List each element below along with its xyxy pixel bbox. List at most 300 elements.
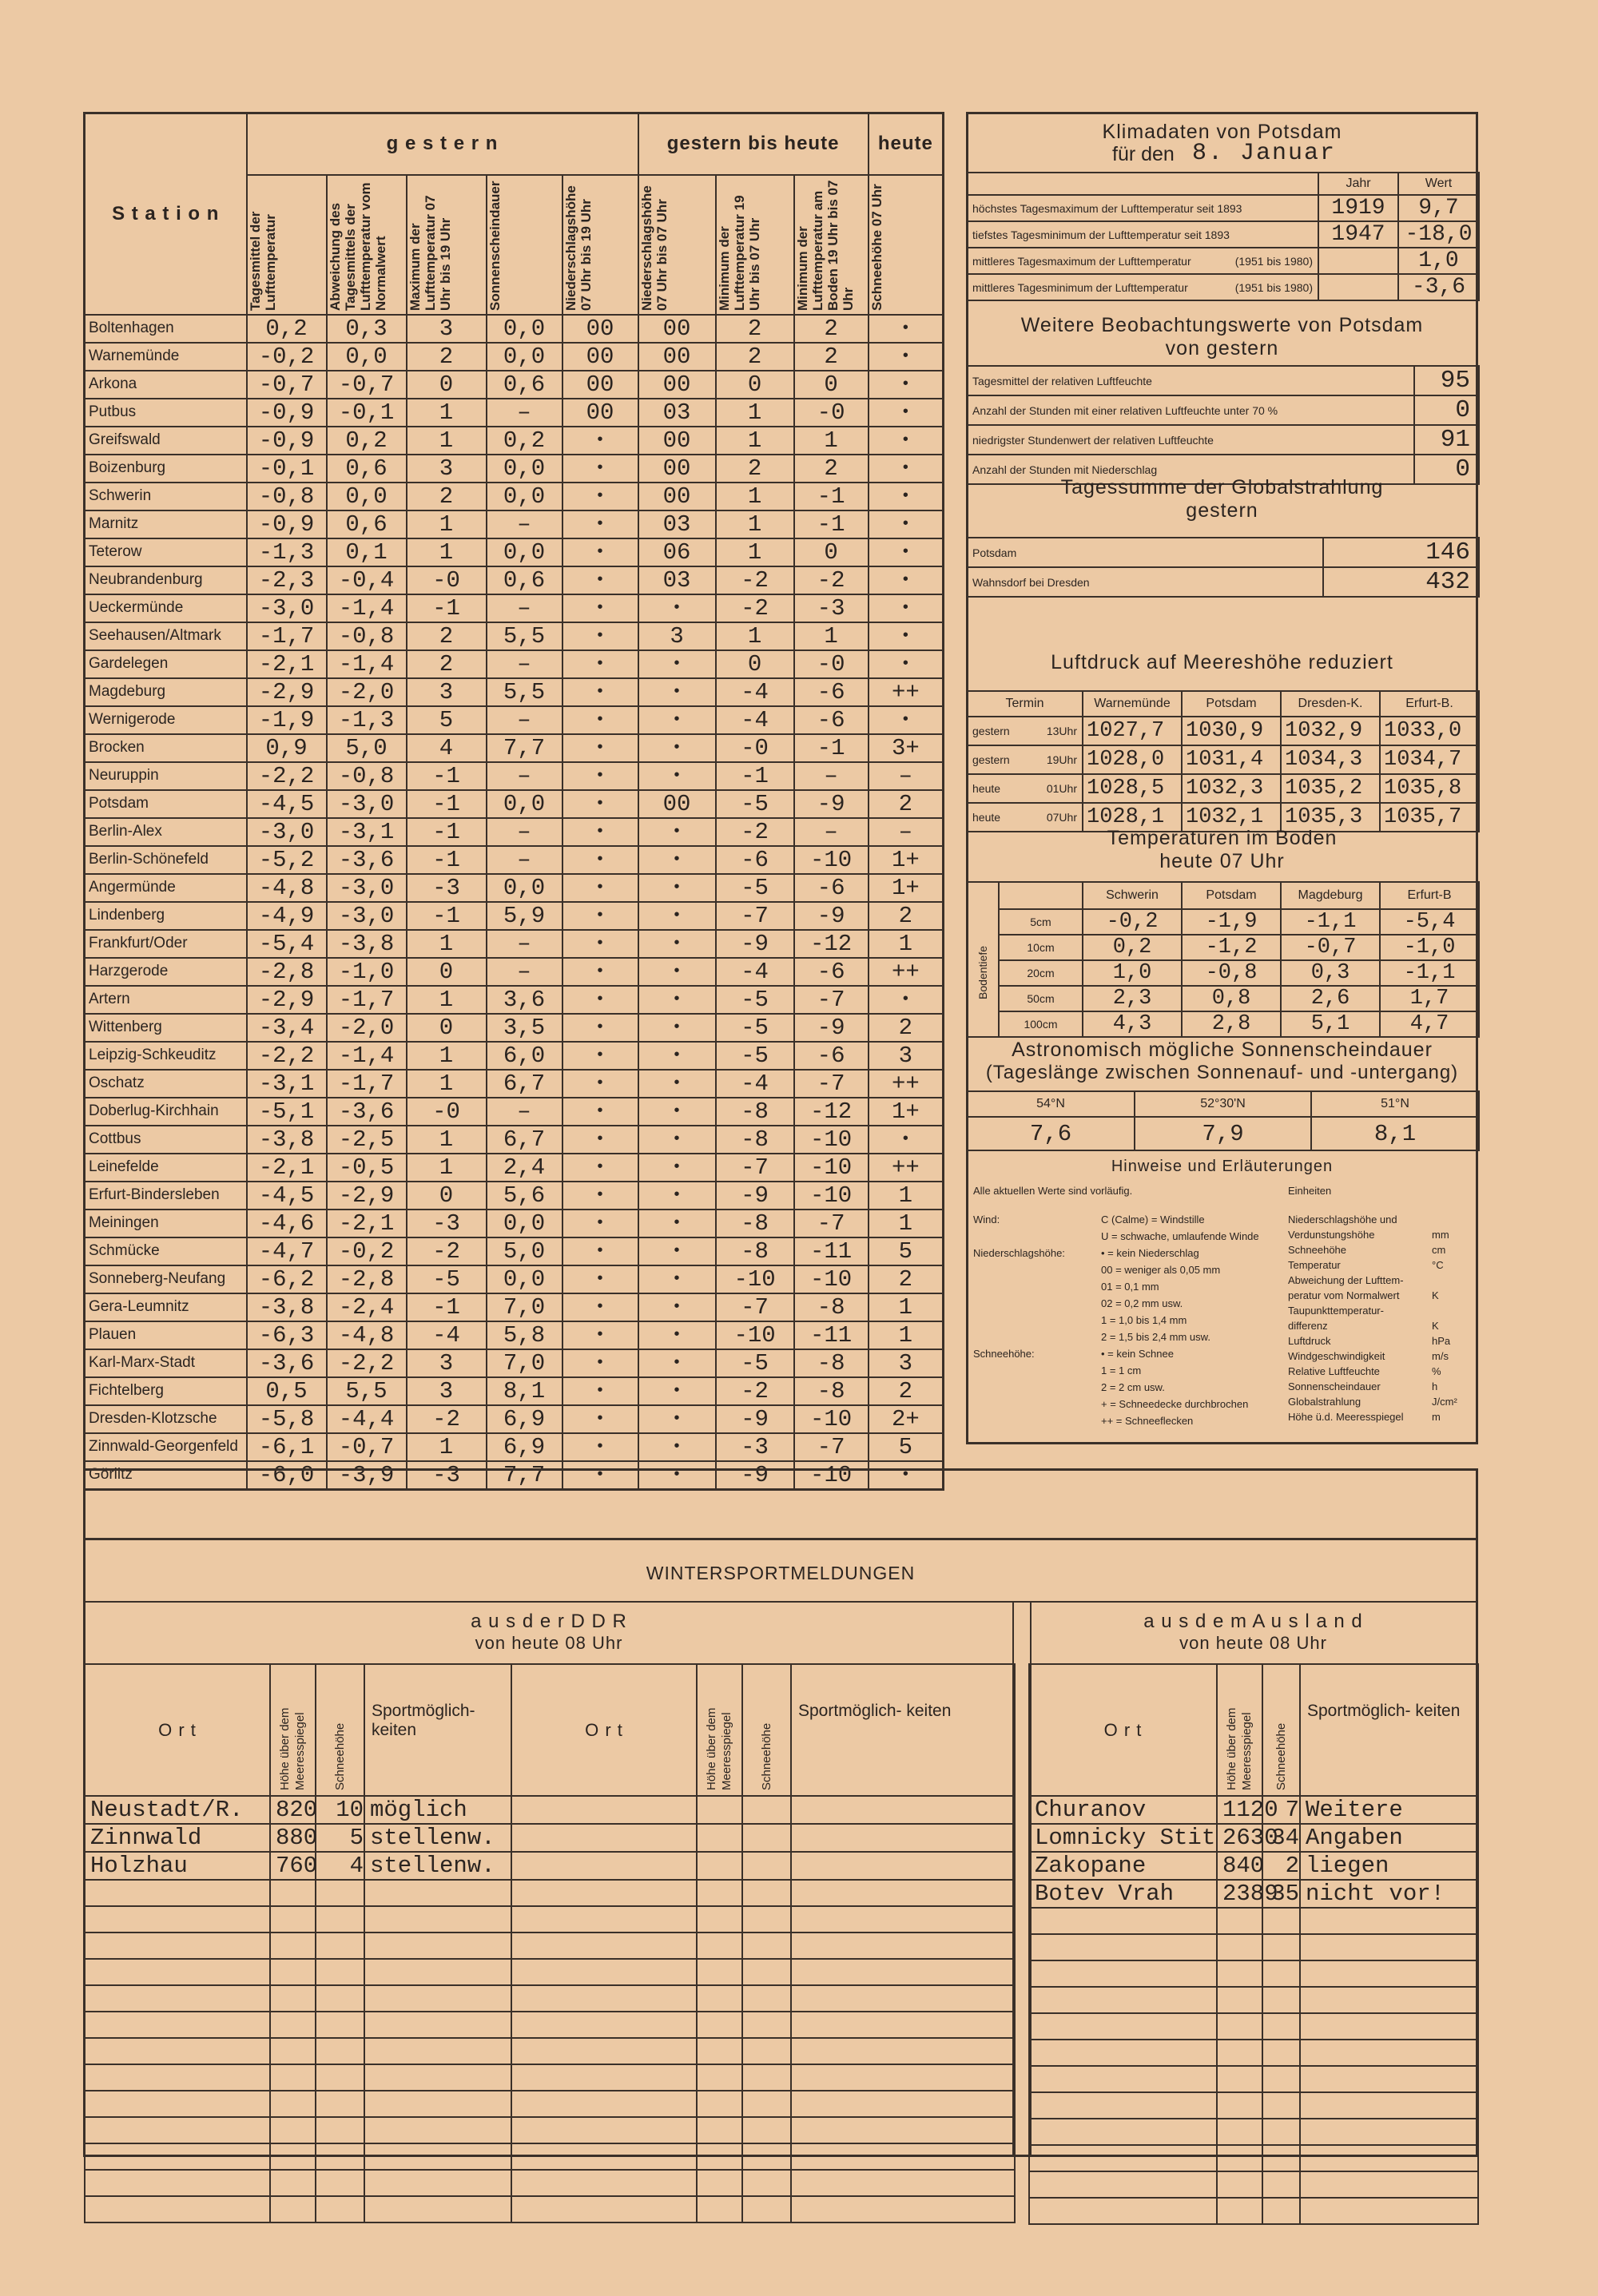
beob-title: Weitere Beobachtungswerte von Potsdam <box>1020 314 1424 336</box>
table-row <box>85 734 944 762</box>
station-value: • <box>869 1126 944 1154</box>
hinweise-unit: % <box>1432 1365 1441 1377</box>
hinweise-unit: J/cm² <box>1432 1396 1457 1408</box>
separator-box <box>83 1468 1478 1540</box>
station-value: -0 <box>407 566 487 594</box>
boden-col-header: Magdeburg <box>1281 882 1380 909</box>
station-value: • <box>638 1042 716 1070</box>
station-value: -1 <box>407 846 487 874</box>
ddr-col-hoehe: Höhe über dem Meeresspiegel <box>704 1707 733 1790</box>
luftdruck-value: 1028,1 <box>1083 803 1182 832</box>
hinweise-units-list <box>1288 1214 1472 1426</box>
station-value: • <box>869 566 944 594</box>
boden-value: 1,7 <box>1380 986 1479 1011</box>
ddr-title: a u s d e r D D R <box>471 1611 627 1632</box>
station-value: • <box>869 650 944 678</box>
station-value: -2,1 <box>247 1154 327 1182</box>
station-name: Zinnwald-Georgenfeld <box>85 1433 247 1461</box>
hinweise-section <box>968 1145 1476 1442</box>
station-value: 1 <box>407 1126 487 1154</box>
station-value: • <box>869 594 944 622</box>
station-name: Seehausen/Altmark <box>85 622 247 650</box>
station-value: 0,0 <box>487 315 562 343</box>
station-value: -4,6 <box>247 1210 327 1237</box>
station-value: 0 <box>794 538 869 566</box>
station-value: • <box>562 1321 638 1349</box>
luftdruck-title: Luftdruck auf Meereshöhe reduziert <box>1051 651 1393 673</box>
station-value: 1 <box>407 930 487 958</box>
hinweise-unit-line <box>1288 1411 1472 1426</box>
ausland-schnee: 35 <box>1262 1880 1300 1908</box>
station-value: -1 <box>407 818 487 846</box>
station-name: Dresden-Klotzsche <box>85 1405 247 1433</box>
klima-label: tiefstes Tagesminimum der Lufttemperatur seit 1893 <box>972 228 1230 241</box>
boden-value: 4,7 <box>1380 1011 1479 1037</box>
station-value: 00 <box>562 399 638 427</box>
station-value: – <box>487 594 562 622</box>
station-name: Erfurt-Bindersleben <box>85 1182 247 1210</box>
boden-title: Temperaturen im Boden <box>1107 827 1338 849</box>
klima-label: mittleres Tagesmaximum der Lufttemperatur <box>972 254 1191 268</box>
boden-value: -1,1 <box>1380 960 1479 986</box>
station-value: 3 <box>407 315 487 343</box>
table-row <box>85 1293 944 1321</box>
station-value: -4,8 <box>327 1321 407 1349</box>
hinweise-unit-label: Luftdruck <box>1288 1335 1331 1347</box>
station-value: 4 <box>407 734 487 762</box>
station-value: 0,0 <box>327 343 407 371</box>
station-value: -1 <box>794 734 869 762</box>
boden-depth: 100cm <box>999 1011 1083 1037</box>
hinweise-unit-line <box>1288 1259 1472 1274</box>
luftdruck-value: 1035,3 <box>1281 803 1380 832</box>
klima-col-jahr: Jahr <box>1318 173 1398 195</box>
ddr-row <box>85 1796 1015 1824</box>
station-value: -3,6 <box>247 1349 327 1377</box>
global-row <box>967 538 1479 567</box>
ausland-row <box>1029 2013 1478 2040</box>
station-value: • <box>562 986 638 1014</box>
table-row <box>85 1154 944 1182</box>
station-value: -3,8 <box>247 1126 327 1154</box>
station-value: • <box>562 1014 638 1042</box>
gestern-bis-heute-header: gestern bis heute <box>638 113 869 175</box>
ausland-row <box>1029 1880 1478 1908</box>
hinweise-unit-label: Sonnenscheindauer <box>1288 1380 1381 1392</box>
station-name: Boizenburg <box>85 455 247 483</box>
global-wert: 432 <box>1323 567 1479 597</box>
beob-row <box>967 425 1479 455</box>
col-header: Schneehöhe 07 Uhr <box>869 183 884 311</box>
luftdruck-value: 1027,7 <box>1083 717 1182 745</box>
hinweise-intro: Alle aktuellen Werte sind vorläufig. <box>973 1185 1133 1197</box>
table-row <box>85 1237 944 1265</box>
table-row <box>85 1433 944 1461</box>
klima-date-prefix: für den <box>1112 143 1175 165</box>
station-value: 2 <box>716 343 794 371</box>
beob-label: Tagesmittel der relativen Luftfeuchte <box>967 366 1414 395</box>
table-row <box>85 986 944 1014</box>
station-name: Boltenhagen <box>85 315 247 343</box>
hinweise-desc: • = kein Niederschlag <box>1101 1247 1199 1259</box>
station-value: -3 <box>407 1461 487 1490</box>
station-value: • <box>562 427 638 455</box>
station-value: – <box>487 818 562 846</box>
station-value: 0 <box>716 371 794 399</box>
global-section <box>968 470 1476 598</box>
station-value: -9 <box>716 930 794 958</box>
hinweise-unit-label: differenz <box>1288 1320 1328 1332</box>
hinweise-line <box>973 1415 1285 1432</box>
station-value: 2 <box>794 315 869 343</box>
luftdruck-row <box>967 745 1479 774</box>
station-value: -8 <box>716 1098 794 1126</box>
hinweise-unit-label: Höhe ü.d. Meeresspiegel <box>1288 1411 1404 1423</box>
station-value: 00 <box>562 315 638 343</box>
station-value: 2+ <box>869 1405 944 1433</box>
station-name: Gera-Leumnitz <box>85 1293 247 1321</box>
station-value: • <box>562 762 638 790</box>
station-value: 1 <box>407 427 487 455</box>
station-value: -7 <box>716 1293 794 1321</box>
ddr-row <box>85 1985 1015 2012</box>
klima-col-wert: Wert <box>1398 173 1479 195</box>
station-value: -1,3 <box>327 706 407 734</box>
ddr-hoehe: 820 <box>270 1796 316 1824</box>
station-value: • <box>562 566 638 594</box>
luftdruck-value: 1035,7 <box>1380 803 1479 832</box>
station-value: -6,0 <box>247 1461 327 1490</box>
station-name: Leipzig-Schkeuditz <box>85 1042 247 1070</box>
station-value: 3 <box>407 678 487 706</box>
station-value: -3 <box>716 1433 794 1461</box>
station-value: • <box>869 986 944 1014</box>
station-value: • <box>562 1098 638 1126</box>
station-value: 06 <box>638 538 716 566</box>
station-value: -9 <box>716 1461 794 1490</box>
station-value: 0,0 <box>327 483 407 510</box>
hinweise-unit: K <box>1432 1289 1439 1301</box>
station-value: • <box>562 678 638 706</box>
station-value: • <box>638 958 716 986</box>
boden-value: -0,8 <box>1182 960 1281 986</box>
station-value: -1 <box>794 483 869 510</box>
station-value: 0,0 <box>487 455 562 483</box>
col-header: Sonnenscheindauer <box>487 181 503 311</box>
station-value: 1+ <box>869 846 944 874</box>
station-value: -9 <box>716 1405 794 1433</box>
gestern-header: g e s t e r n <box>247 113 638 175</box>
station-value: 00 <box>562 343 638 371</box>
station-value: -3,9 <box>327 1461 407 1490</box>
station-value: • <box>638 650 716 678</box>
station-value: -4,4 <box>327 1405 407 1433</box>
station-value: 2 <box>869 790 944 818</box>
klima-row <box>967 248 1479 274</box>
station-value: 1 <box>794 622 869 650</box>
boden-depth: 10cm <box>999 935 1083 960</box>
station-value: • <box>562 1377 638 1405</box>
hinweise-unit-label: Abweichung der Lufttem- <box>1288 1274 1404 1286</box>
table-row <box>85 594 944 622</box>
station-value: -12 <box>794 1098 869 1126</box>
station-value: -1 <box>716 762 794 790</box>
hinweise-desc: 02 = 0,2 mm usw. <box>1101 1297 1183 1309</box>
hinweise-unit-line <box>1288 1274 1472 1289</box>
ausland-subtitle: von heute 08 Uhr <box>1179 1633 1327 1653</box>
station-value: -2,9 <box>247 986 327 1014</box>
beob-row <box>967 366 1479 395</box>
station-value: -11 <box>794 1321 869 1349</box>
station-value: – <box>794 818 869 846</box>
global-subtitle: gestern <box>1186 499 1258 522</box>
station-value: -6 <box>794 706 869 734</box>
station-value: 6,9 <box>487 1405 562 1433</box>
ausland-row <box>1029 1824 1478 1852</box>
station-value: • <box>638 1405 716 1433</box>
station-value: • <box>562 1265 638 1293</box>
hinweise-unit-line <box>1288 1214 1472 1229</box>
boden-col-header: Schwerin <box>1083 882 1182 909</box>
boden-value: -0,7 <box>1281 935 1380 960</box>
station-value: -0,4 <box>327 566 407 594</box>
beob-wert: 0 <box>1414 455 1479 484</box>
klima-wert: -3,6 <box>1398 274 1479 300</box>
global-title: Tagessumme der Globalstrahlung <box>1060 476 1384 499</box>
station-name: Sonneberg-Neufang <box>85 1265 247 1293</box>
global-label: Potsdam <box>967 538 1323 567</box>
station-value: -5 <box>716 1042 794 1070</box>
station-name: Leinefelde <box>85 1154 247 1182</box>
hinweise-key: Schneehöhe: <box>973 1348 1035 1360</box>
station-value: -2,8 <box>327 1265 407 1293</box>
ddr-col-schnee: Schneehöhe <box>333 1722 347 1790</box>
hinweise-unit: °C <box>1432 1259 1444 1271</box>
ausland-row <box>1029 1852 1478 1880</box>
station-value: 1 <box>407 1042 487 1070</box>
station-value: • <box>638 1098 716 1126</box>
ausland-col-sport: Sportmöglich- keiten <box>1300 1664 1478 1796</box>
station-value: -3 <box>407 1210 487 1237</box>
station-value: 1 <box>716 510 794 538</box>
station-value: • <box>638 1126 716 1154</box>
hinweise-unit-line <box>1288 1244 1472 1259</box>
luftdruck-value: 1032,9 <box>1281 717 1380 745</box>
station-value: -2,1 <box>247 650 327 678</box>
station-value: 1 <box>869 930 944 958</box>
astro-title: Astronomisch mögliche Sonnenscheindauer <box>1012 1039 1433 1061</box>
boden-table <box>966 881 1480 1038</box>
station-value: – <box>869 818 944 846</box>
boden-row <box>967 986 1479 1011</box>
hinweise-desc: C (Calme) = Windstille <box>1101 1214 1205 1225</box>
hinweise-left-list <box>973 1214 1285 1432</box>
ddr-ort: Zinnwald <box>85 1824 270 1852</box>
station-value: 1 <box>716 399 794 427</box>
station-name: Berlin-Alex <box>85 818 247 846</box>
station-value: • <box>869 427 944 455</box>
hinweise-line <box>973 1230 1285 1247</box>
station-value: 1 <box>869 1182 944 1210</box>
station-value: • <box>562 483 638 510</box>
station-name: Angermünde <box>85 874 247 902</box>
station-value: 1 <box>407 1070 487 1098</box>
station-value: • <box>638 1154 716 1182</box>
ddr-row <box>85 2038 1015 2064</box>
luftdruck-row <box>967 717 1479 745</box>
station-value: 00 <box>638 455 716 483</box>
station-value: 2 <box>407 483 487 510</box>
station-value: 0,0 <box>487 1265 562 1293</box>
station-value: 1 <box>869 1210 944 1237</box>
ausland-sport: Angaben <box>1300 1824 1478 1852</box>
station-value: • <box>562 734 638 762</box>
station-value: 5,6 <box>487 1182 562 1210</box>
hinweise-unit-line <box>1288 1320 1472 1335</box>
beob-section <box>968 308 1476 485</box>
ddr-hoehe: 880 <box>270 1824 316 1852</box>
station-value: – <box>487 706 562 734</box>
ausland-row <box>1029 2066 1478 2092</box>
klima-jahr: 1947 <box>1318 221 1398 248</box>
station-value: -8 <box>716 1126 794 1154</box>
ddr-sport: stellenw. <box>364 1824 511 1852</box>
klima-period: (1951 bis 1980) <box>1234 280 1313 294</box>
station-value: 7,7 <box>487 1461 562 1490</box>
station-value: 2 <box>869 1377 944 1405</box>
station-name: Magdeburg <box>85 678 247 706</box>
station-value: 1 <box>407 399 487 427</box>
station-value: -1 <box>407 790 487 818</box>
station-value: • <box>562 510 638 538</box>
station-name: Wernigerode <box>85 706 247 734</box>
ausland-row <box>1029 1796 1478 1824</box>
station-value: -10 <box>716 1265 794 1293</box>
ddr-col-ort: O r t <box>85 1664 270 1796</box>
station-value: 5,5 <box>487 678 562 706</box>
hinweise-line <box>973 1381 1285 1398</box>
table-row <box>85 762 944 790</box>
hinweise-unit-line <box>1288 1229 1472 1244</box>
global-row <box>967 567 1479 597</box>
beob-wert: 0 <box>1414 395 1479 425</box>
station-value: -2 <box>716 594 794 622</box>
station-value: -6 <box>794 874 869 902</box>
luftdruck-col-header: Termin <box>967 691 1083 717</box>
ausland-hoehe: 1120 <box>1217 1796 1262 1824</box>
ausland-schnee: 7 <box>1262 1796 1300 1824</box>
ausland-col-hoehe: Höhe über dem Meeresspiegel <box>1224 1707 1254 1790</box>
station-value: -3,0 <box>247 818 327 846</box>
ddr-row <box>85 2170 1015 2196</box>
station-value: • <box>562 594 638 622</box>
luftdruck-termin: heute <box>972 782 1001 795</box>
table-row <box>85 790 944 818</box>
station-value: • <box>562 1405 638 1433</box>
beob-wert: 91 <box>1414 425 1479 455</box>
station-value: -2 <box>716 1377 794 1405</box>
station-value: -8 <box>794 1349 869 1377</box>
right-panel <box>966 112 1478 1444</box>
astro-col-header: 54°N <box>967 1091 1135 1117</box>
ddr-col-ort: O r t <box>511 1664 697 1796</box>
station-value: • <box>638 818 716 846</box>
beob-row <box>967 395 1479 425</box>
luftdruck-col-header: Dresden-K. <box>1281 691 1380 717</box>
table-row <box>85 510 944 538</box>
station-value: -3,4 <box>247 1014 327 1042</box>
klima-jahr <box>1318 248 1398 274</box>
station-value: -4,9 <box>247 902 327 930</box>
station-value: -0,7 <box>327 1433 407 1461</box>
station-value: 3 <box>407 455 487 483</box>
station-value: 2 <box>869 1014 944 1042</box>
station-value: -2 <box>794 566 869 594</box>
station-name: Marnitz <box>85 510 247 538</box>
station-value: 0 <box>407 1014 487 1042</box>
hinweise-line <box>973 1281 1285 1297</box>
station-value: 00 <box>638 343 716 371</box>
station-value: 1+ <box>869 874 944 902</box>
station-value: 1 <box>716 427 794 455</box>
station-value: -2,0 <box>327 1014 407 1042</box>
station-value: -7 <box>716 902 794 930</box>
hinweise-desc: 2 = 2 cm usw. <box>1101 1381 1165 1393</box>
station-value: -2,9 <box>247 678 327 706</box>
station-value: • <box>638 874 716 902</box>
station-value: – <box>487 762 562 790</box>
station-name: Arkona <box>85 371 247 399</box>
station-name: Karl-Marx-Stadt <box>85 1349 247 1377</box>
station-value: 2,4 <box>487 1154 562 1182</box>
station-name: Putbus <box>85 399 247 427</box>
hinweise-line <box>973 1314 1285 1331</box>
beob-label: niedrigster Stundenwert der relativen Luftfeuchte <box>967 425 1414 455</box>
station-value: -6,3 <box>247 1321 327 1349</box>
station-value: 7,0 <box>487 1349 562 1377</box>
hinweise-unit: mm <box>1432 1229 1449 1241</box>
beob-label: Anzahl der Stunden mit Niederschlag <box>967 455 1414 484</box>
ausland-hoehe: 840 <box>1217 1852 1262 1880</box>
station-value: -10 <box>794 1405 869 1433</box>
station-value: ++ <box>869 958 944 986</box>
hinweise-unit-label: peratur vom Normalwert <box>1288 1289 1400 1301</box>
station-value: • <box>562 1237 638 1265</box>
station-value: -9 <box>794 1014 869 1042</box>
station-value: 6,7 <box>487 1070 562 1098</box>
station-value: -7 <box>794 1210 869 1237</box>
astro-col-header: 52°30'N <box>1135 1091 1311 1117</box>
luftdruck-value: 1035,2 <box>1281 774 1380 803</box>
station-value: -2,8 <box>247 958 327 986</box>
station-value: 2 <box>794 343 869 371</box>
ddr-col-sport: Sportmöglich- keiten <box>791 1664 1015 1796</box>
luftdruck-col-header: Warnemünde <box>1083 691 1182 717</box>
station-value: 0,0 <box>487 483 562 510</box>
hinweise-einheiten: Einheiten <box>1288 1185 1332 1197</box>
station-value: 03 <box>638 399 716 427</box>
hinweise-unit-line <box>1288 1396 1472 1411</box>
table-row <box>85 483 944 510</box>
station-value: • <box>638 1321 716 1349</box>
station-value: 5 <box>869 1237 944 1265</box>
station-value: • <box>638 1265 716 1293</box>
station-name: Schwerin <box>85 483 247 510</box>
station-value: • <box>869 510 944 538</box>
ausland-row <box>1029 2198 1478 2224</box>
station-value: -4,5 <box>247 790 327 818</box>
station-value: -1,7 <box>247 622 327 650</box>
